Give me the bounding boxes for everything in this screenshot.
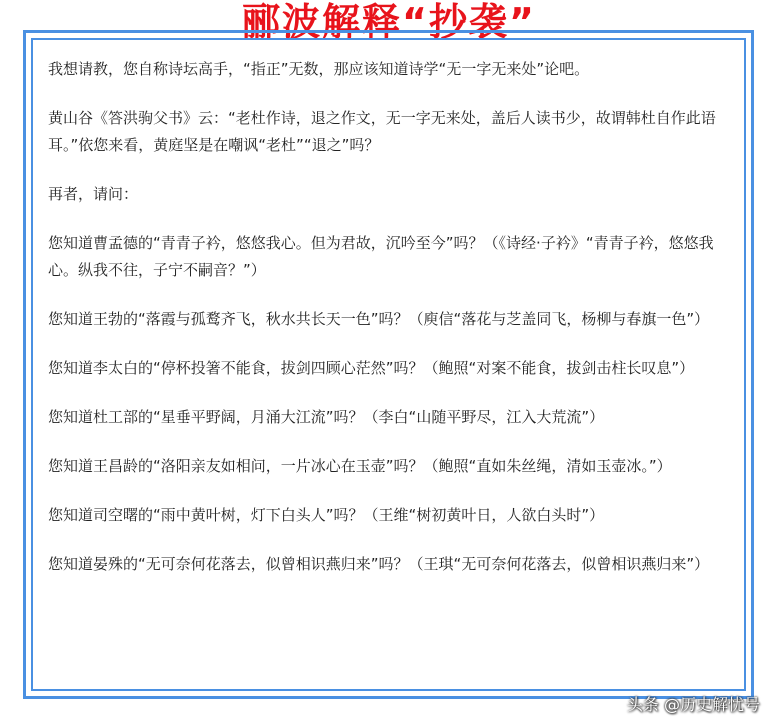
watermark: 头条 @历史解忧号 bbox=[626, 695, 760, 714]
page-title: 郦波解释“抄袭” bbox=[242, 0, 536, 44]
paragraph-sikong-shu: 您知道司空曙的“雨中黄叶树，灯下白头人”吗？（王维“树初黄叶日，人欲白头时”） bbox=[48, 506, 605, 524]
paragraph-li-taibai: 您知道李太白的“停杯投箸不能食，拔剑四顾心茫然”吗？（鲍照“对案不能食，拔剑击柱长叹息”） bbox=[48, 359, 695, 377]
paragraph-intro: 我想请教，您自称诗坛高手，“指正”无数，那应该知道诗学“无一字无来处”论吧。 bbox=[48, 60, 590, 78]
paragraph-yan-shu: 您知道晏殊的“无可奈何花落去，似曾相识燕归来”吗？（王琪“无可奈何花落去，似曾相识燕归来”） bbox=[48, 555, 710, 573]
paragraph-question-lead: 再者，请问： bbox=[48, 185, 139, 203]
article-body bbox=[48, 56, 716, 600]
paragraph-du-gongbu: 您知道杜工部的“星垂平野阔，月涌大江流”吗？（李白“山随平野尽，江入大荒流”） bbox=[48, 408, 605, 426]
paragraph-wang-bo: 您知道王勃的“落霞与孤鹜齐飞，秋水共长天一色”吗？（庾信“落花与芝盖同飞，杨柳与春旗一色”） bbox=[48, 310, 710, 328]
paragraph-wang-changling: 您知道王昌龄的“洛阳亲友如相问，一片冰心在玉壶”吗？（鲍照“直如朱丝绳，清如玉壶冰。”） bbox=[48, 457, 672, 475]
paragraph-cao-mengde: 您知道曹孟德的“青青子衿，悠悠我心。但为君故，沉吟至今”吗？（《诗经·子衿》“青青子衿，悠悠我心。纵我不往，子宁不嗣音？”） bbox=[48, 234, 714, 279]
paragraph-huang-shangu: 黄山谷《答洪驹父书》云：“老杜作诗，退之作文，无一字无来处，盖后人读书少，故谓韩杜自作此语耳。”依您来看，黄庭坚是在嘲讽“老杜”“退之”吗？ bbox=[48, 109, 716, 154]
